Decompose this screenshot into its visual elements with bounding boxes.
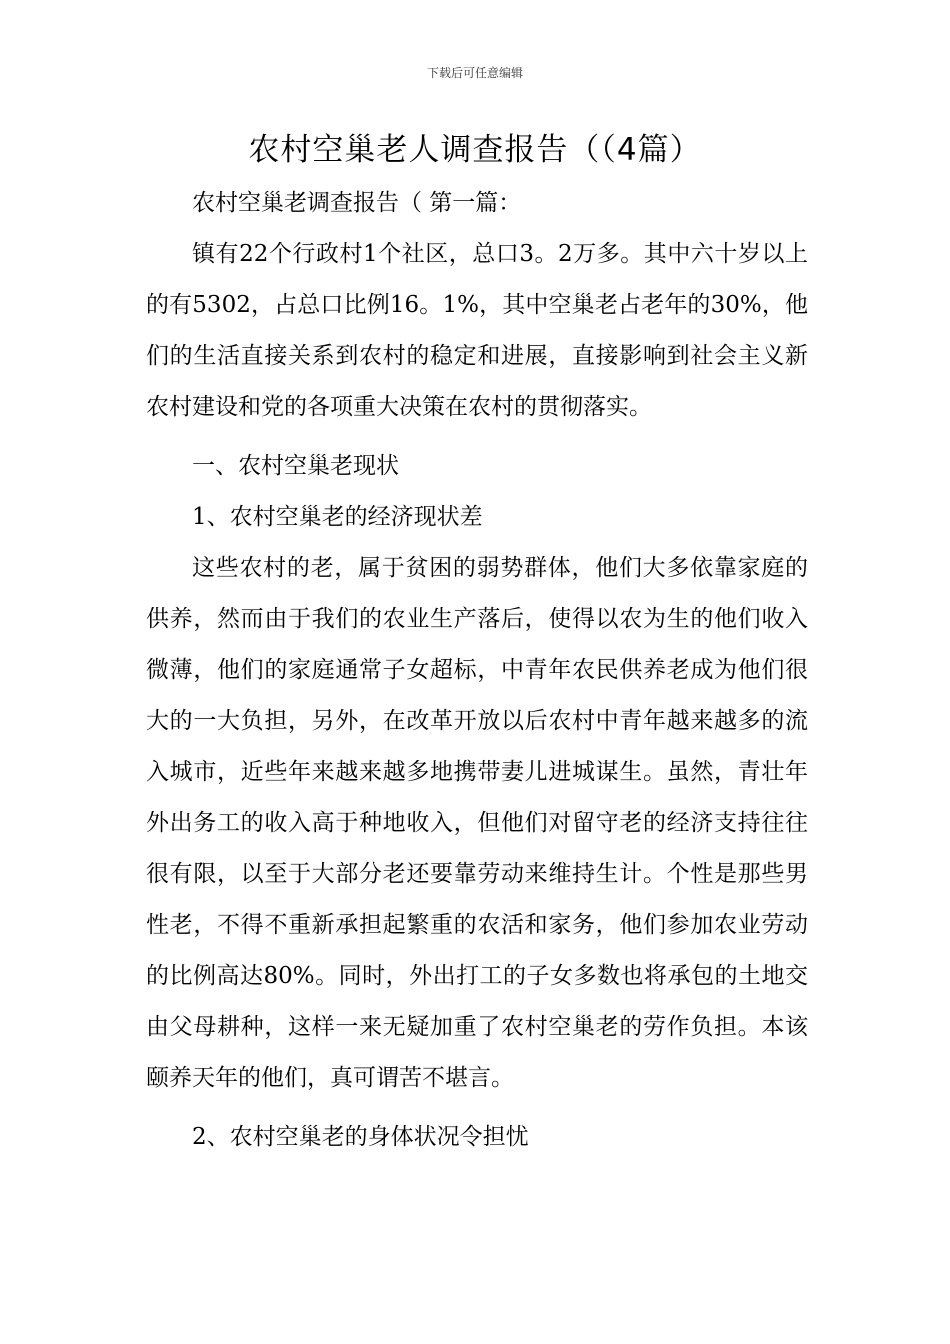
header-note: 下载后可任意编辑 [426,66,523,80]
document-body [146,178,808,1163]
paragraph-intro: 镇有22个行政村1个社区，总口3。2万多。其中六十岁以上的有5302，占总口比例16。1%，其中空巢老占老年的30%，他们的生活直接关系到农村的稳定和进展，直接影响到社会主义新农村建设和党的各项重大决策在农村的贯彻落实。 [146,241,808,420]
section-subtitle: 农村空巢老调查报告（ 第一篇： [192,190,522,216]
paragraph-economic-status: 这些农村的老，属于贫困的弱势群体，他们大多依靠家庭的供养，然而由于我们的农业生产落后，使得以农为生的他们收入微薄，他们的家庭通常子女超标，中青年农民供养老成为他们很大的一大负担，另外，在改革开放以后农村中青年越来越多的流入城市，近些年来越来越多地携带妻儿进城谋生。虽然，青壮年外出务工的收入高于种地收入，但他们对留守老的经济支持往往很有限，以至于大部分老还要靠劳动来维持生计。个性是那些男性老，不得不重新承担起繁重的农活和家务，他们参加农业劳动的比例高达80%。同时，外出打工的子女多数也将承包的土地交由父母耕种，这样一来无疑加重了农村空巢老的劳作负担。本该颐养天年的他们，真可谓苦不堪言。 [146,555,808,1091]
paragraph-gap [146,433,808,441]
section-heading-1: 一、农村空巢老现状 [192,453,399,479]
paragraph-gap [146,1104,808,1112]
subsection-heading-2: 2、农村空巢老的身体状况令担忧 [192,1124,529,1150]
subsection-heading-1: 1、农村空巢老的经济现状差 [192,504,483,530]
document-title: 农村空巢老人调查报告（（4篇） [248,132,702,168]
